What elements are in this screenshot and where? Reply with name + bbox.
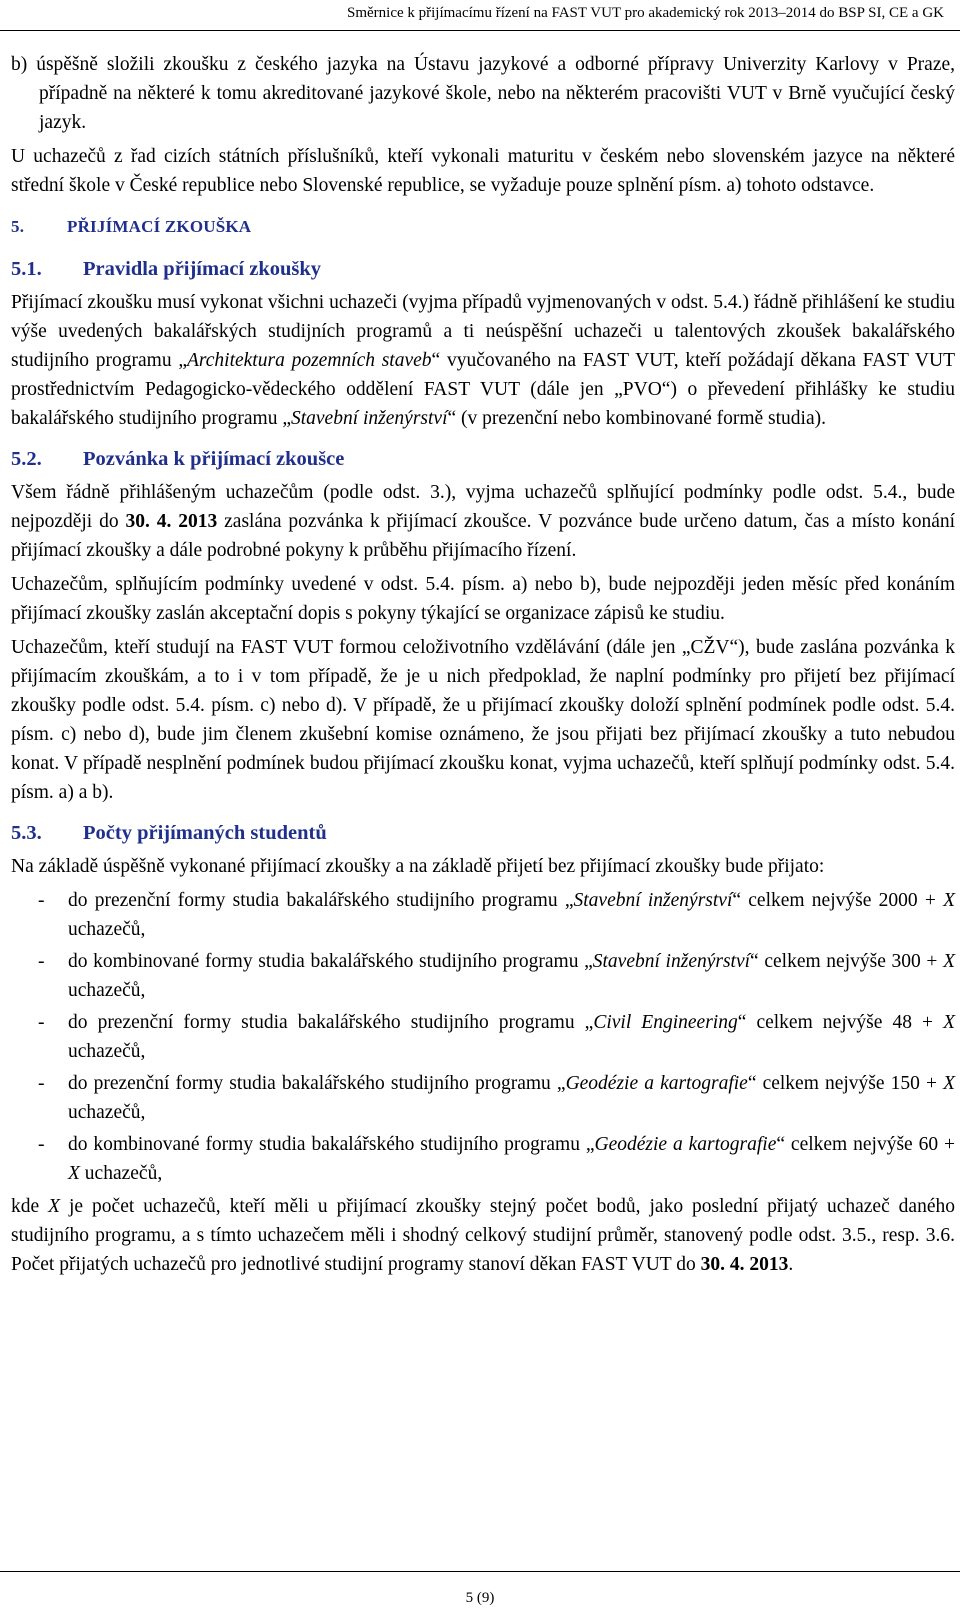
paragraph-5-2-czv: Uchazečům, kteří studují na FAST VUT formou celoživotního vzdělávání (dále jen „CŽV“), bude zaslána pozvánka k přijímacím zkouškám, a to i v tom případě, že je u nich předpoklad, že naplní podmínky pro přijetí bez přijímací zkoušky podle odst. 5.4. písm. c) nebo d). V případě, že u přijímací zkoušky doloží splnění podmínek podle odst. 5.4. písm. c) nebo d), bude jim členem zkušební komise oznámeno, že jsou přijati bez přijímací zkoušky a tuto nebudou konat. V případě nesplnění podmínek budou přijímací zkoušku konat, vyjma uchazečů, kteří splňují podmínky odst. 5.4. písm. a) a b). bbox=[11, 637, 955, 803]
page-number: 5 (9) bbox=[465, 1590, 495, 1606]
text-run: “ vyučovaného na FAST VUT, kteří požádají děkana FAST VUT prostřednictvím Pedagogicko-vědeckého oddělení FAST VUT (dále jen „PVO“) o převedení přihlášky ke studiu bakalářského studijního programu „ bbox=[11, 350, 955, 429]
variable-x: X bbox=[943, 1073, 955, 1094]
deadline-date: 30. 4. 2013 bbox=[700, 1254, 789, 1275]
text-run: “ celkem nejvýše 60 + bbox=[776, 1134, 955, 1155]
program-name: Geodézie a kartografie bbox=[594, 1134, 777, 1155]
text-run: zaslána pozvánka k přijímací zkoušce. V pozvánce bude určeno datum, čas a místo konání přijímací zkoušky a dále podrobné pokyny k průběhu přijímacího řízení. bbox=[11, 511, 956, 561]
deadline-date: 30. 4. 2013 bbox=[125, 511, 218, 532]
dash-bullet: - bbox=[38, 890, 45, 911]
section-5-number: 5. bbox=[11, 217, 25, 236]
footer-rule bbox=[0, 1571, 960, 1572]
text-run: uchazečů, bbox=[68, 1041, 146, 1062]
paragraph-5-2-invitation bbox=[11, 478, 955, 565]
paragraph-condition-b: b) úspěšně složili zkoušku z českého jazyka na Ústavu jazykové a odborné přípravy Univerzity Karlovy v Praze, případně na některé k tomu akreditované jazykové škole, nebo na některém pracovišti VUT v Brně vyučující český jazyk. bbox=[11, 54, 955, 133]
program-name: Stavební inženýrství bbox=[290, 408, 448, 429]
variable-x: X bbox=[943, 890, 955, 911]
list-item bbox=[11, 947, 955, 1005]
section-5-1-title: Pravidla přijímací zkoušky bbox=[83, 258, 322, 280]
program-name: Stavební inženýrství bbox=[592, 951, 751, 972]
section-5-1-number: 5.1. bbox=[11, 258, 42, 280]
text-run: “ celkem nejvýše 150 + bbox=[747, 1073, 944, 1094]
text-run: “ (v prezenční nebo kombinované formě studia). bbox=[447, 408, 826, 429]
text-run: “ celkem nejvýše 48 + bbox=[737, 1012, 944, 1033]
variable-x: X bbox=[943, 951, 955, 972]
variable-x: X bbox=[48, 1196, 61, 1217]
page-footer bbox=[0, 1571, 960, 1615]
dash-bullet: - bbox=[38, 1134, 45, 1155]
section-5-2-number: 5.2. bbox=[11, 448, 42, 470]
variable-x: X bbox=[943, 1012, 955, 1033]
section-5-title: PŘIJÍMACÍ ZKOUŠKA bbox=[67, 217, 252, 236]
dash-bullet: - bbox=[38, 951, 45, 972]
paragraph-5-1 bbox=[11, 288, 955, 433]
list-item bbox=[11, 886, 955, 944]
text-run: uchazečů, bbox=[68, 1102, 146, 1123]
section-5-3-heading bbox=[11, 819, 955, 848]
program-name: Stavební inženýrství bbox=[573, 890, 733, 911]
variable-x: X bbox=[68, 1163, 80, 1184]
section-5-2-heading bbox=[11, 445, 955, 474]
list-item bbox=[11, 1008, 955, 1066]
section-5-2-title: Pozvánka k přijímací zkoušce bbox=[83, 448, 345, 470]
text-run: kde bbox=[11, 1196, 49, 1217]
header-title: Směrnice k přijímacímu řízení na FAST VUT pro akademický rok 2013–2014 do BSP SI, CE a GK bbox=[346, 5, 944, 21]
text-run: uchazečů, bbox=[68, 980, 146, 1001]
text-run: do prezenční formy studia bakalářského studijního programu „ bbox=[68, 890, 574, 911]
text-run: uchazečů, bbox=[68, 919, 146, 940]
text-run: Všem řádně přihlášeným uchazečům (podle odst. 3.), vyjma uchazečů splňující podmínky podle odst. 5.4., bude nejpozději do bbox=[11, 482, 955, 532]
text-run: do prezenční formy studia bakalářského studijního programu „ bbox=[68, 1073, 566, 1094]
list-item bbox=[11, 1069, 955, 1127]
document-body bbox=[11, 50, 955, 1284]
paragraph-5-3-closing bbox=[11, 1192, 955, 1279]
paragraph-5-3-intro: Na základě úspěšně vykonané přijímací zkoušky a na základě přijetí bez přijímací zkoušky bude přijato: bbox=[11, 856, 825, 877]
text-run: “ celkem nejvýše 300 + bbox=[750, 951, 944, 972]
admission-counts-list bbox=[11, 886, 955, 1188]
list-item bbox=[11, 1130, 955, 1188]
section-5-3-title: Počty přijímaných studentů bbox=[83, 822, 327, 844]
section-5-1-heading bbox=[11, 255, 955, 284]
paragraph-foreign-applicants: U uchazečů z řad cizích státních příslušníků, kteří vykonali maturitu v českém nebo slovenském jazyce na některé střední škole v České republice nebo Slovenské republice, se vyžaduje pouze splnění písm. a) tohoto odstavce. bbox=[11, 146, 955, 196]
text-run: do prezenční formy studia bakalářského studijního programu „ bbox=[68, 1012, 594, 1033]
text-run: Přijímací zkoušku musí vykonat všichni uchazeči (vyjma případů vyjmenovaných v odst. 5.4.) řádně přihlášení ke studiu výše uvedených bakalářských studijních programů a ti neúspěšní uchazeči u talentových zkoušek bakalářského studijního programu „ bbox=[11, 292, 955, 371]
text-run: do kombinované formy studia bakalářského studijního programu „ bbox=[68, 1134, 595, 1155]
text-run: je počet uchazečů, kteří měli u přijímací zkoušky stejný počet bodů, jako poslední přijatý uchazeč daného studijního programu, a s tímto uchazečem měli i shodný celkový studijní průměr, stanovený podle odst. 3.5., resp. 3.6. Počet přijatých uchazečů pro jednotlivé studijní programy stanoví děkan FAST VUT do bbox=[11, 1196, 955, 1275]
program-name: Geodézie a kartografie bbox=[565, 1073, 748, 1094]
text-run: “ celkem nejvýše 2000 + bbox=[732, 890, 944, 911]
program-name: Civil Engineering bbox=[593, 1012, 738, 1033]
text-run: do kombinované formy studia bakalářského studijního programu „ bbox=[68, 951, 593, 972]
section-5-3-number: 5.3. bbox=[11, 822, 42, 844]
dash-bullet: - bbox=[38, 1012, 45, 1033]
dash-bullet: - bbox=[38, 1073, 45, 1094]
page-header bbox=[0, 0, 960, 31]
section-5-heading bbox=[11, 212, 955, 241]
program-name: Architektura pozemních staveb bbox=[186, 350, 432, 371]
paragraph-5-2-acceptance: Uchazečům, splňujícím podmínky uvedené v odst. 5.4. písm. a) nebo b), bude nejpozději jeden měsíc před konáním přijímací zkoušky zaslán akceptační dopis s pokyny týkající se organizace zápisů ke studiu. bbox=[11, 574, 955, 624]
text-run: uchazečů, bbox=[79, 1163, 163, 1184]
text-run: . bbox=[788, 1254, 794, 1275]
